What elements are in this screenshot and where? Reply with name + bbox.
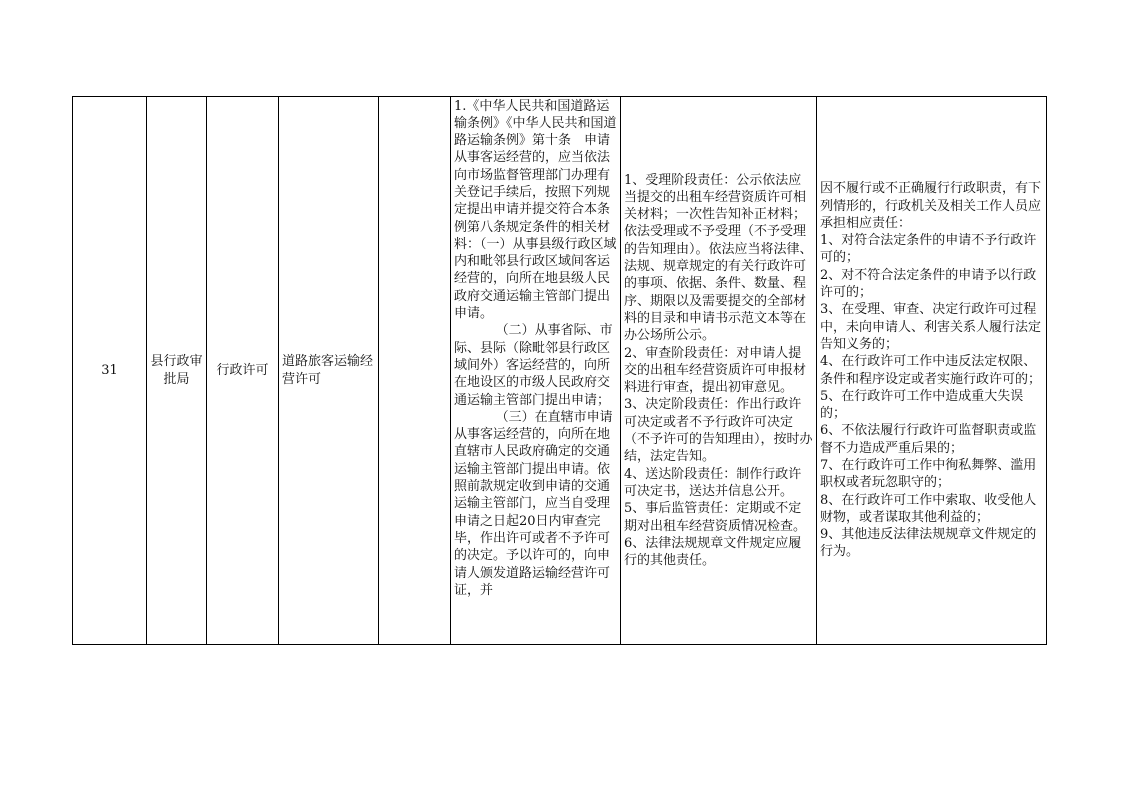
accountability-cell bbox=[817, 97, 1047, 645]
sub-item-cell bbox=[379, 97, 451, 645]
row-number: 31 bbox=[73, 97, 147, 645]
accountability-item: 2、对不符合法定条件的申请予以行政许可的； bbox=[820, 267, 1037, 301]
accountability-item: 4、在行政许可工作中违反法定权限、条件和程序设定或者实施行政许可的； bbox=[820, 354, 1042, 387]
responsibility-cell bbox=[621, 97, 817, 645]
accountability-item: 1、对符合法定条件的申请不予行政许可的； bbox=[820, 233, 1037, 266]
department-cell: 县行政审批局 bbox=[147, 97, 207, 645]
responsibility-item: 1、受理阶段责任：公示依法应当提交的出租车经营资质许可相关材料；一次性告知补正材料；依法受理或不予受理（不予受理的告知理由）。依法应当将法律、法规、规章规定的有关行政许可的事项、依据、条件、数量、程序、期限以及需要提交的全部材料的目录和申请书示范文本等在办公场所公示。 bbox=[624, 172, 813, 344]
basis-paragraph: （三）在直辖市申请从事客运经营的，向所在地直辖市人民政府确定的交通运输主管部门提出申请。依照前款规定收到申请的交通运输主管部门，应当自受理申请之日起20日内审查完毕，作出许可或者不予许可的决定。予以许可的，向申请人颁发道路运输经营许可证，并 bbox=[454, 409, 613, 598]
category-cell: 行政许可 bbox=[207, 97, 279, 645]
responsibility-item: 6、法律法规规章文件规定应履行的其他责任。 bbox=[624, 535, 802, 569]
responsibility-item: 2、审查阶段责任：对申请人提交的出租车经营资质许可申报材料进行审查，提出初审意见。 bbox=[624, 345, 807, 396]
basis-paragraph: （二）从事省际、市际、县际（除毗邻县行政区域间外）客运经营的，向所在地设区的市级人民政府交通运输主管部门提出申请； bbox=[454, 323, 613, 408]
accountability-item: 8、在行政许可工作中索取、收受他人财物，或者谋取其他利益的； bbox=[820, 492, 1037, 525]
responsibility-item: 5、事后监管责任：定期或不定期对出租车经营资质情况检查。 bbox=[624, 501, 807, 534]
accountability-item: 9、其他违反法律法规规章文件规定的行为。 bbox=[820, 527, 1037, 560]
accountability-item: 6、不依法履行行政许可监督职责或监督不力造成严重后果的； bbox=[820, 423, 1037, 456]
table-row bbox=[73, 97, 1047, 645]
legal-basis-cell bbox=[451, 97, 621, 645]
legal-basis-text bbox=[454, 98, 617, 644]
accountability-item: 3、在受理、审查、决定行政许可过程中，未向申请人、利害关系人履行法定告知义务的； bbox=[820, 302, 1042, 352]
accountability-item: 因不履行或不正确履行行政职责，有下列情形的，行政机关及相关工作人员应承担相应责任： bbox=[820, 181, 1042, 231]
accountability-item: 5、在行政许可工作中造成重大失误的； bbox=[820, 388, 1024, 422]
responsibility-item: 4、送达阶段责任：制作行政许可决定书，送达并信息公开。 bbox=[624, 466, 802, 499]
accountability-item: 7、在行政许可工作中徇私舞弊、滥用职权或者玩忽职守的； bbox=[820, 457, 1037, 491]
responsibility-item: 3、决定阶段责任：作出行政许可决定或者不予行政许可决定（不予许可的告知理由），按时办结，法定告知。 bbox=[624, 397, 813, 465]
item-name-cell: 道路旅客运输经营许可 bbox=[279, 97, 379, 645]
basis-paragraph: 1.《中华人民共和国道路运输条例》《中华人民共和国道路运输条例》第十条 申请从事客运经营的，应当依法向市场监督管理部门办理有关登记手续后，按照下列规定提出申请并提交符合本条例第八条规定条件的相关材料：（一）从事县级行政区域内和毗邻县行政区域间客运经营的，向所在地县级人民政府交通运输主管部门提出申请。 bbox=[454, 98, 617, 322]
authority-table bbox=[72, 96, 1047, 645]
